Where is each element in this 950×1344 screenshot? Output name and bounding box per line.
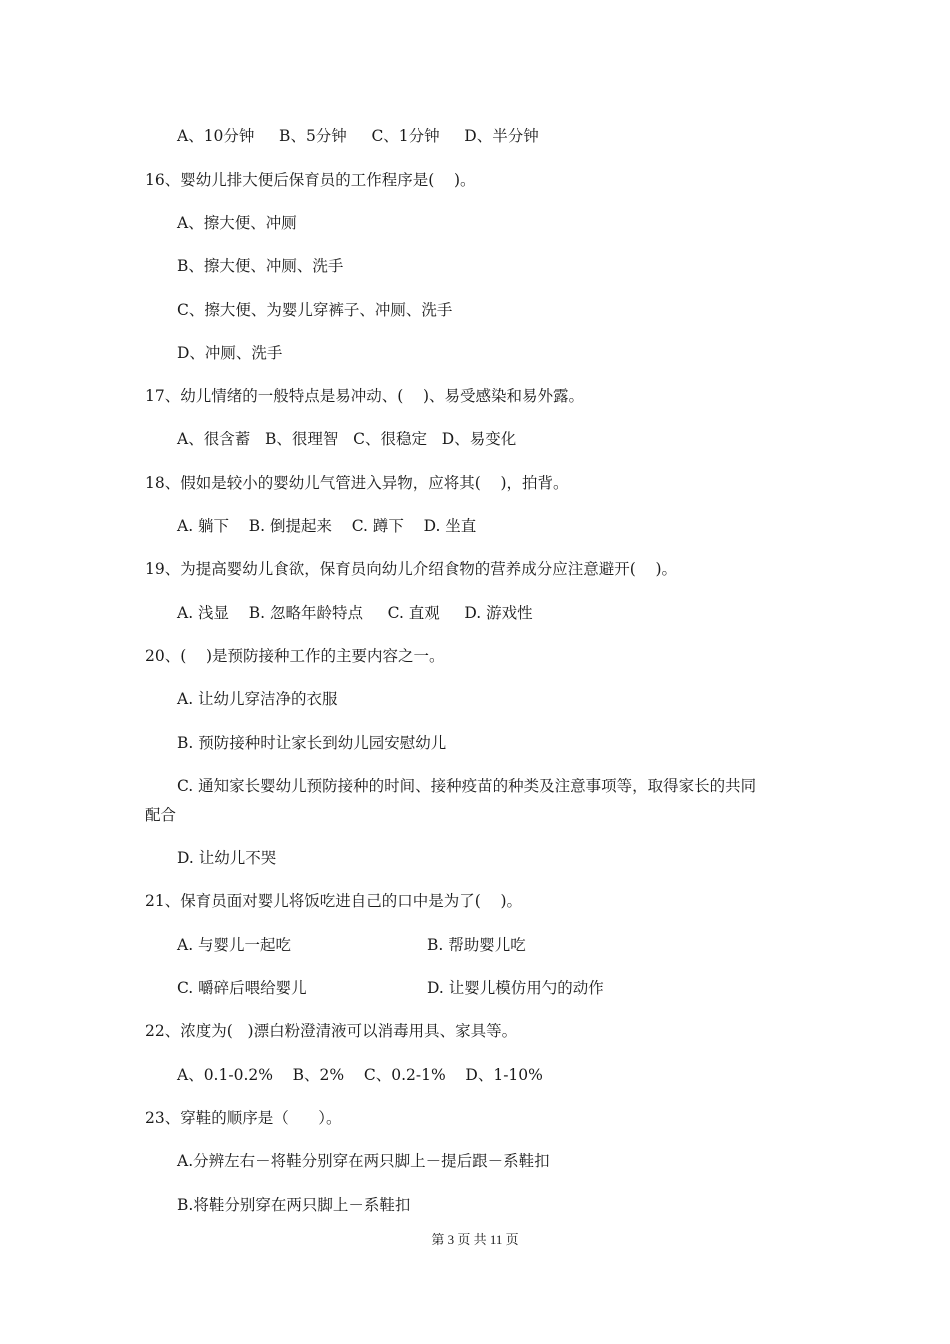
q17-stem: 17、幼儿情绪的一般特点是易冲动、( )、易受感染和易外露。 bbox=[145, 387, 585, 405]
q20-option-c-continued: 配合 bbox=[145, 806, 177, 824]
q18-stem: 18、假如是较小的婴幼儿气管进入异物，应将其( )，拍背。 bbox=[145, 474, 569, 492]
q21-stem: 21、保育员面对婴儿将饭吃进自己的口中是为了( )。 bbox=[145, 892, 523, 910]
q20-option-a: A. 让幼儿穿洁净的衣服 bbox=[177, 690, 338, 708]
q23-option-b: B.将鞋分别穿在两只脚上－系鞋扣 bbox=[177, 1196, 411, 1214]
q20-option-c: C. 通知家长婴幼儿预防接种的时间、接种疫苗的种类及注意事项等，取得家长的共同 bbox=[177, 777, 757, 795]
q16-option-c: C、擦大便、为婴儿穿裤子、冲厕、洗手 bbox=[177, 301, 453, 319]
q20-option-b: B. 预防接种时让家长到幼儿园安慰幼儿 bbox=[177, 734, 447, 752]
q23-stem: 23、穿鞋的顺序是（ ）。 bbox=[145, 1109, 342, 1127]
q21-option-d: D. 让婴儿模仿用勺的动作 bbox=[427, 979, 604, 997]
q20-stem: 20、( )是预防接种工作的主要内容之一。 bbox=[145, 647, 445, 665]
q20-option-d: D. 让幼儿不哭 bbox=[177, 849, 277, 867]
q22-stem: 22、浓度为( )漂白粉澄清液可以消毒用具、家具等。 bbox=[145, 1022, 518, 1040]
q22-options: A、0.1-0.2% B、2% C、0.2-1% D、1-10% bbox=[177, 1066, 543, 1084]
q16-option-a: A、擦大便、冲厕 bbox=[177, 214, 297, 232]
q15-options: A、10分钟 B、5分钟 C、1分钟 D、半分钟 bbox=[177, 127, 539, 145]
q19-stem: 19、为提高婴幼儿食欲，保育员向幼儿介绍食物的营养成分应注意避开( )。 bbox=[145, 560, 678, 578]
q23-option-a: A.分辨左右－将鞋分别穿在两只脚上－提后跟－系鞋扣 bbox=[177, 1152, 550, 1170]
page-footer: 第 3 页 共 11 页 bbox=[431, 1232, 519, 1247]
q17-options: A、很含蓄 B、很理智 C、很稳定 D、易变化 bbox=[177, 430, 517, 448]
q21-option-c: C. 嚼碎后喂给婴儿 bbox=[177, 979, 307, 997]
q16-option-d: D、冲厕、洗手 bbox=[177, 344, 283, 362]
q18-options: A. 躺下 B. 倒提起来 C. 蹲下 D. 坐直 bbox=[177, 517, 477, 535]
q16-stem: 16、婴幼儿排大便后保育员的工作程序是( )。 bbox=[145, 171, 476, 189]
q19-options: A. 浅显 B. 忽略年龄特点 C. 直观 D. 游戏性 bbox=[177, 604, 533, 622]
q21-option-b: B. 帮助婴儿吃 bbox=[427, 936, 526, 954]
q21-option-a: A. 与婴儿一起吃 bbox=[177, 936, 292, 954]
q16-option-b: B、擦大便、冲厕、洗手 bbox=[177, 257, 344, 275]
